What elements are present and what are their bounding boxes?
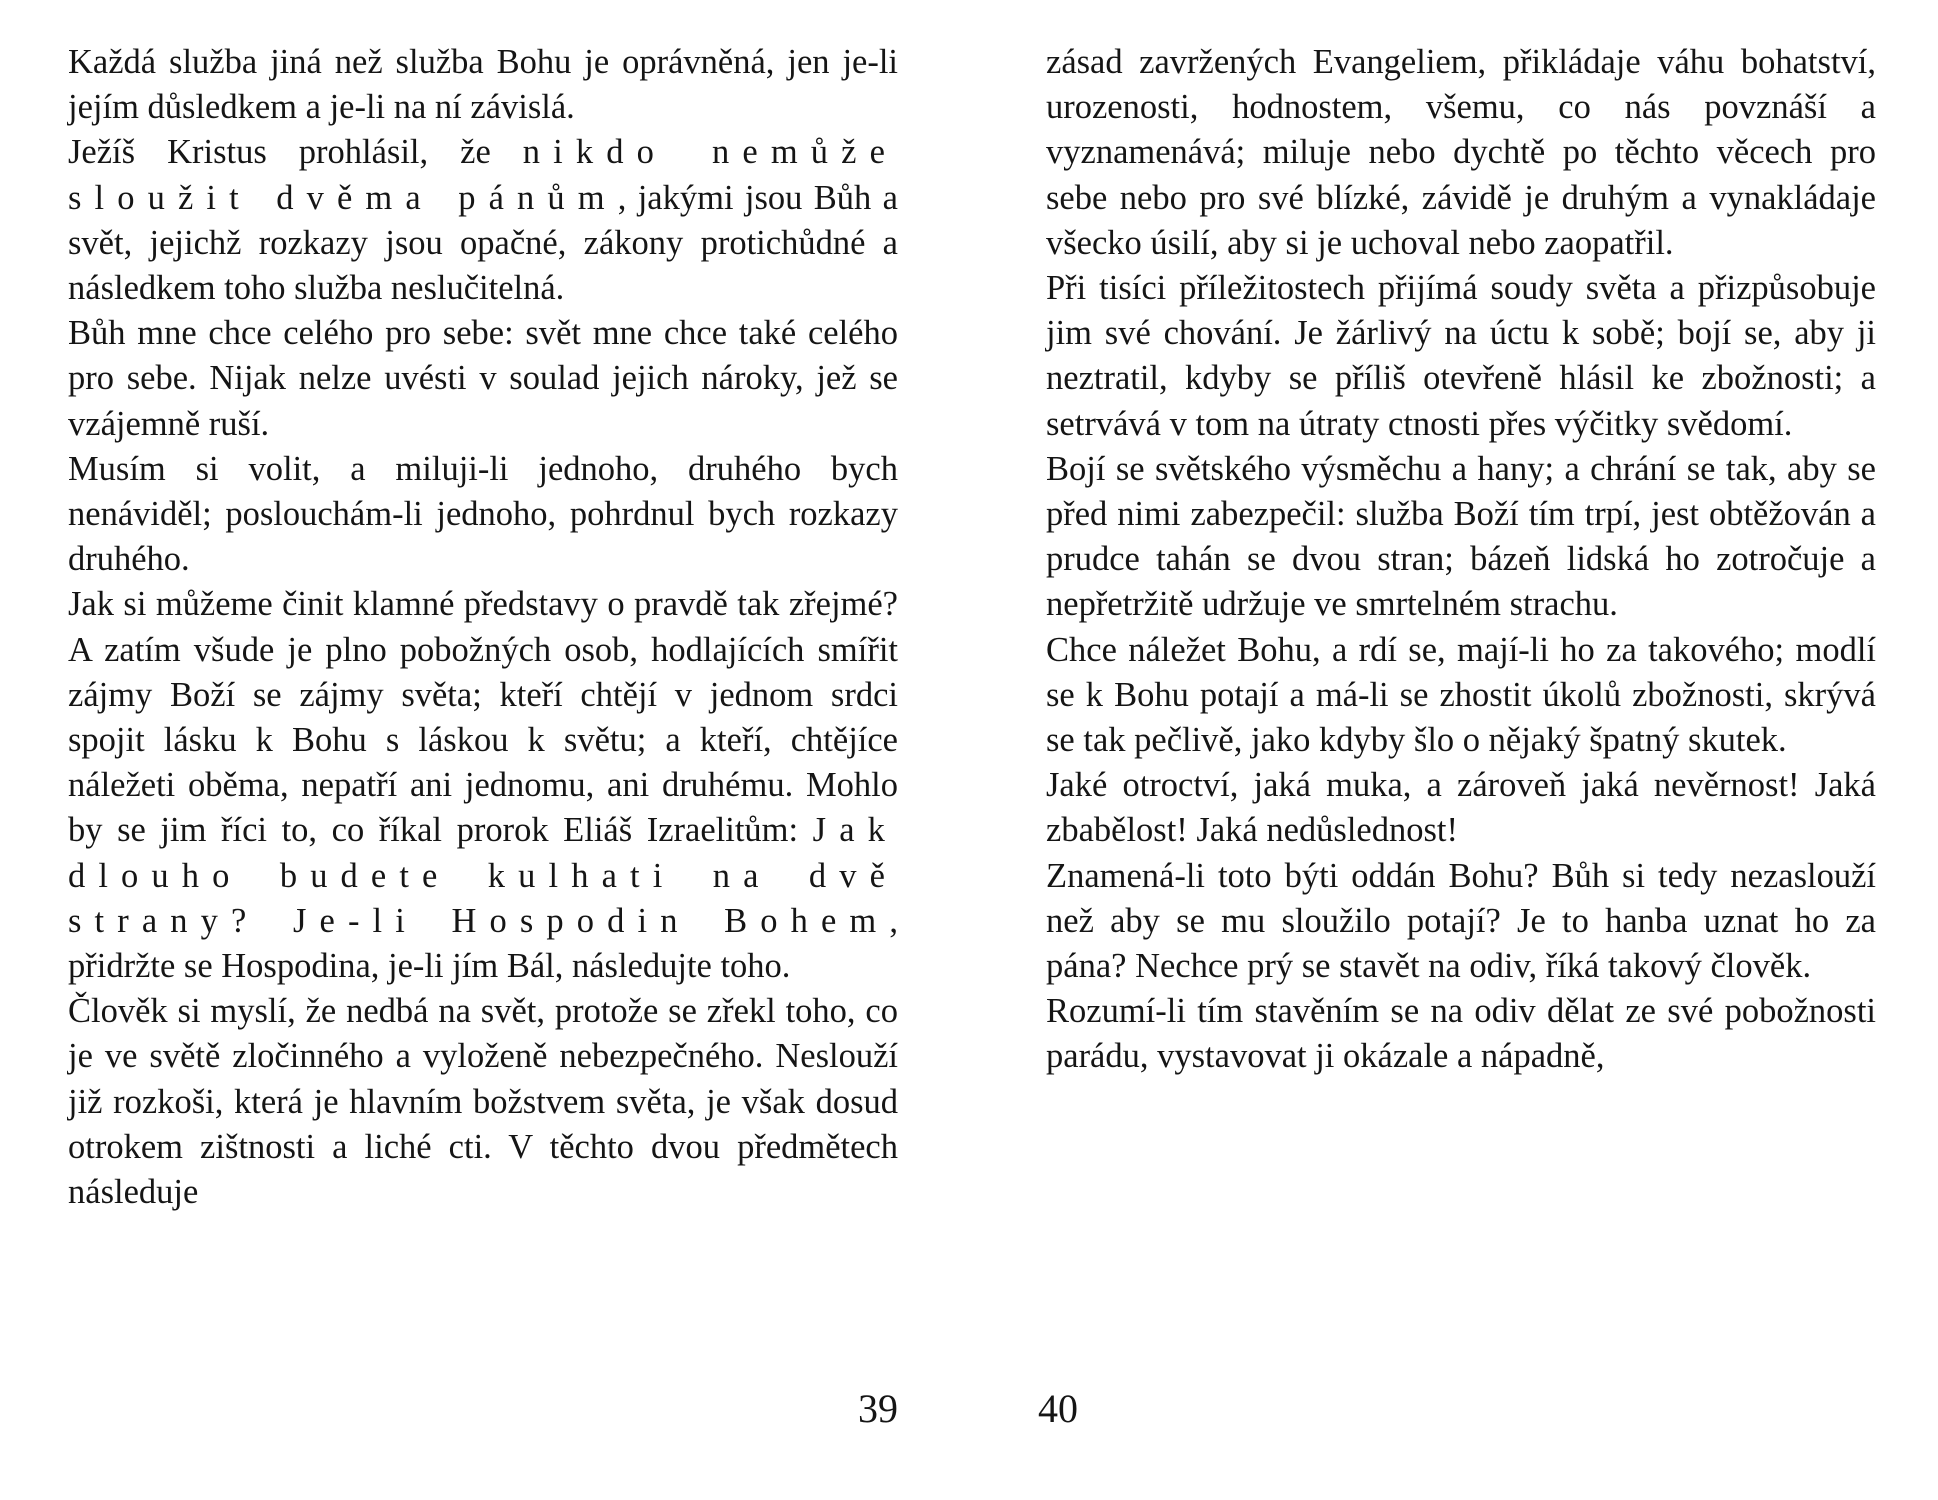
right-page [1046, 40, 1876, 1080]
paragraph [1046, 763, 1876, 853]
left-page [68, 40, 898, 1215]
text-run: Jak si můžeme činit klamné představy o pravdě tak zřejmé? A zatím všude je plno pobožných osob, hodlajících smířit zájmy Boží se zájmy světa; kteří chtějí v jednom srdci spojit lásku k Bohu s láskou k světu; a kteří, chtějíce náležeti oběma, nepatří ani jednomu, ani druhému. Mohlo by se jim říci to, co říkal prorok Eliáš Izraelitům: [68, 585, 898, 850]
text-run: , jakými jsou Bůh a svět, jejichž rozkazy jsou opačné, zákony protichůdné a následkem toho služba neslučitelná. [68, 178, 898, 308]
text-run: Ježíš Kristus prohlásil, že [68, 133, 523, 172]
paragraph [68, 311, 898, 447]
text-run: Chce náležet Bohu, a rdí se, mají-li ho za takového; modlí se k Bohu potají a má-li se zhostit úkolů zbožnosti, skrývá se tak pečlivě, jako kdyby šlo o nějaký špatný skutek. [1046, 630, 1876, 760]
text-run: Při tisíci příležitostech přijímá soudy světa a přizpůsobuje jim své chování. Je žárlivý na úctu k sobě; bojí se, aby ji neztratil, kdyby se příliš otevřeně hlásil ke zbožnosti; a setrvává v tom na útraty ctnosti přes výčitky svědomí. [1046, 269, 1876, 443]
text-run: Znamená-li toto býti oddán Bohu? Bůh si tedy nezaslouží než aby se mu sloužilo potají? Je to hanba uznat ho za pána? Nechce prý se stavět na odiv, říká takový člověk. [1046, 856, 1876, 986]
paragraph [1046, 628, 1876, 764]
text-run: , přidržte se Hospodina, je-li jím Bál, následujte toho. [68, 901, 898, 986]
page-number-left: 39 [858, 1386, 898, 1431]
paragraph [68, 989, 898, 1215]
text-run: Musím si volit, a miluji-li jednoho, druhého bych nenáviděl; poslouchám-li jednoho, pohrdnul bych rozkazy druhého. [68, 449, 898, 579]
paragraph [1046, 854, 1876, 990]
paragraph [1046, 989, 1876, 1079]
text-run: Bojí se světského výsměchu a hany; a chrání se tak, aby se před nimi zabezpečil: služba Boží tím trpí, jest obtěžován a prudce tahán se dvou stran; bázeň lidská ho zotročuje a nepřetržitě udržuje ve smrtelném strachu. [1046, 449, 1876, 624]
paragraph [1046, 266, 1876, 447]
paragraph [1046, 447, 1876, 628]
text-run: zásad zavržených Evangeliem, přikládaje váhu bohatství, urozenosti, hodnostem, všemu, co nás povznáší a vyznamenává; miluje nebo dychtě po těchto věcech pro sebe nebo pro své blízké, závidě je druhým a vynakládaje všecko úsilí, aby si je uchoval nebo zaopatřil. [1046, 43, 1876, 262]
text-run: Jaké otroctví, jaká muka, a zároveň jaká nevěrnost! Jaká zbabělost! Jaká nedůslednost! [1046, 766, 1876, 850]
paragraph [68, 582, 898, 989]
paragraph [68, 40, 898, 130]
spaced-emphasis: nikdo nemůže sloužit dvěma pánům [68, 133, 898, 217]
paragraph [68, 447, 898, 583]
text-run: Každá služba jiná než služba Bohu je oprávněná, jen je-li jejím důsledkem a je-li na ní závislá. [68, 43, 898, 127]
text-run: Člověk si myslí, že nedbá na svět, protože se zřekl toho, co je ve světě zločinného a vyloženě nebezpečného. Neslouží již rozkoši, která je hlavním božstvem světa, je však dosud otrokem zištnosti a liché cti. V těchto dvou předmětech následuje [68, 992, 898, 1212]
paragraph [68, 130, 898, 311]
spaced-emphasis: Jak dlouho budete kulhati na dvě strany? Je-li Hospodin Bohem [68, 811, 898, 940]
text-run: Rozumí-li tím stavěním se na odiv dělat ze své pobožnosti parádu, vystavovat ji okázale a nápadně, [1046, 992, 1876, 1076]
paragraph [1046, 40, 1876, 266]
page-number-right: 40 [1038, 1386, 1078, 1431]
text-run: Bůh mne chce celého pro sebe: svět mne chce také celého pro sebe. Nijak nelze uvésti v soulad jejich nároky, jež se vzájemně ruší. [68, 314, 898, 443]
